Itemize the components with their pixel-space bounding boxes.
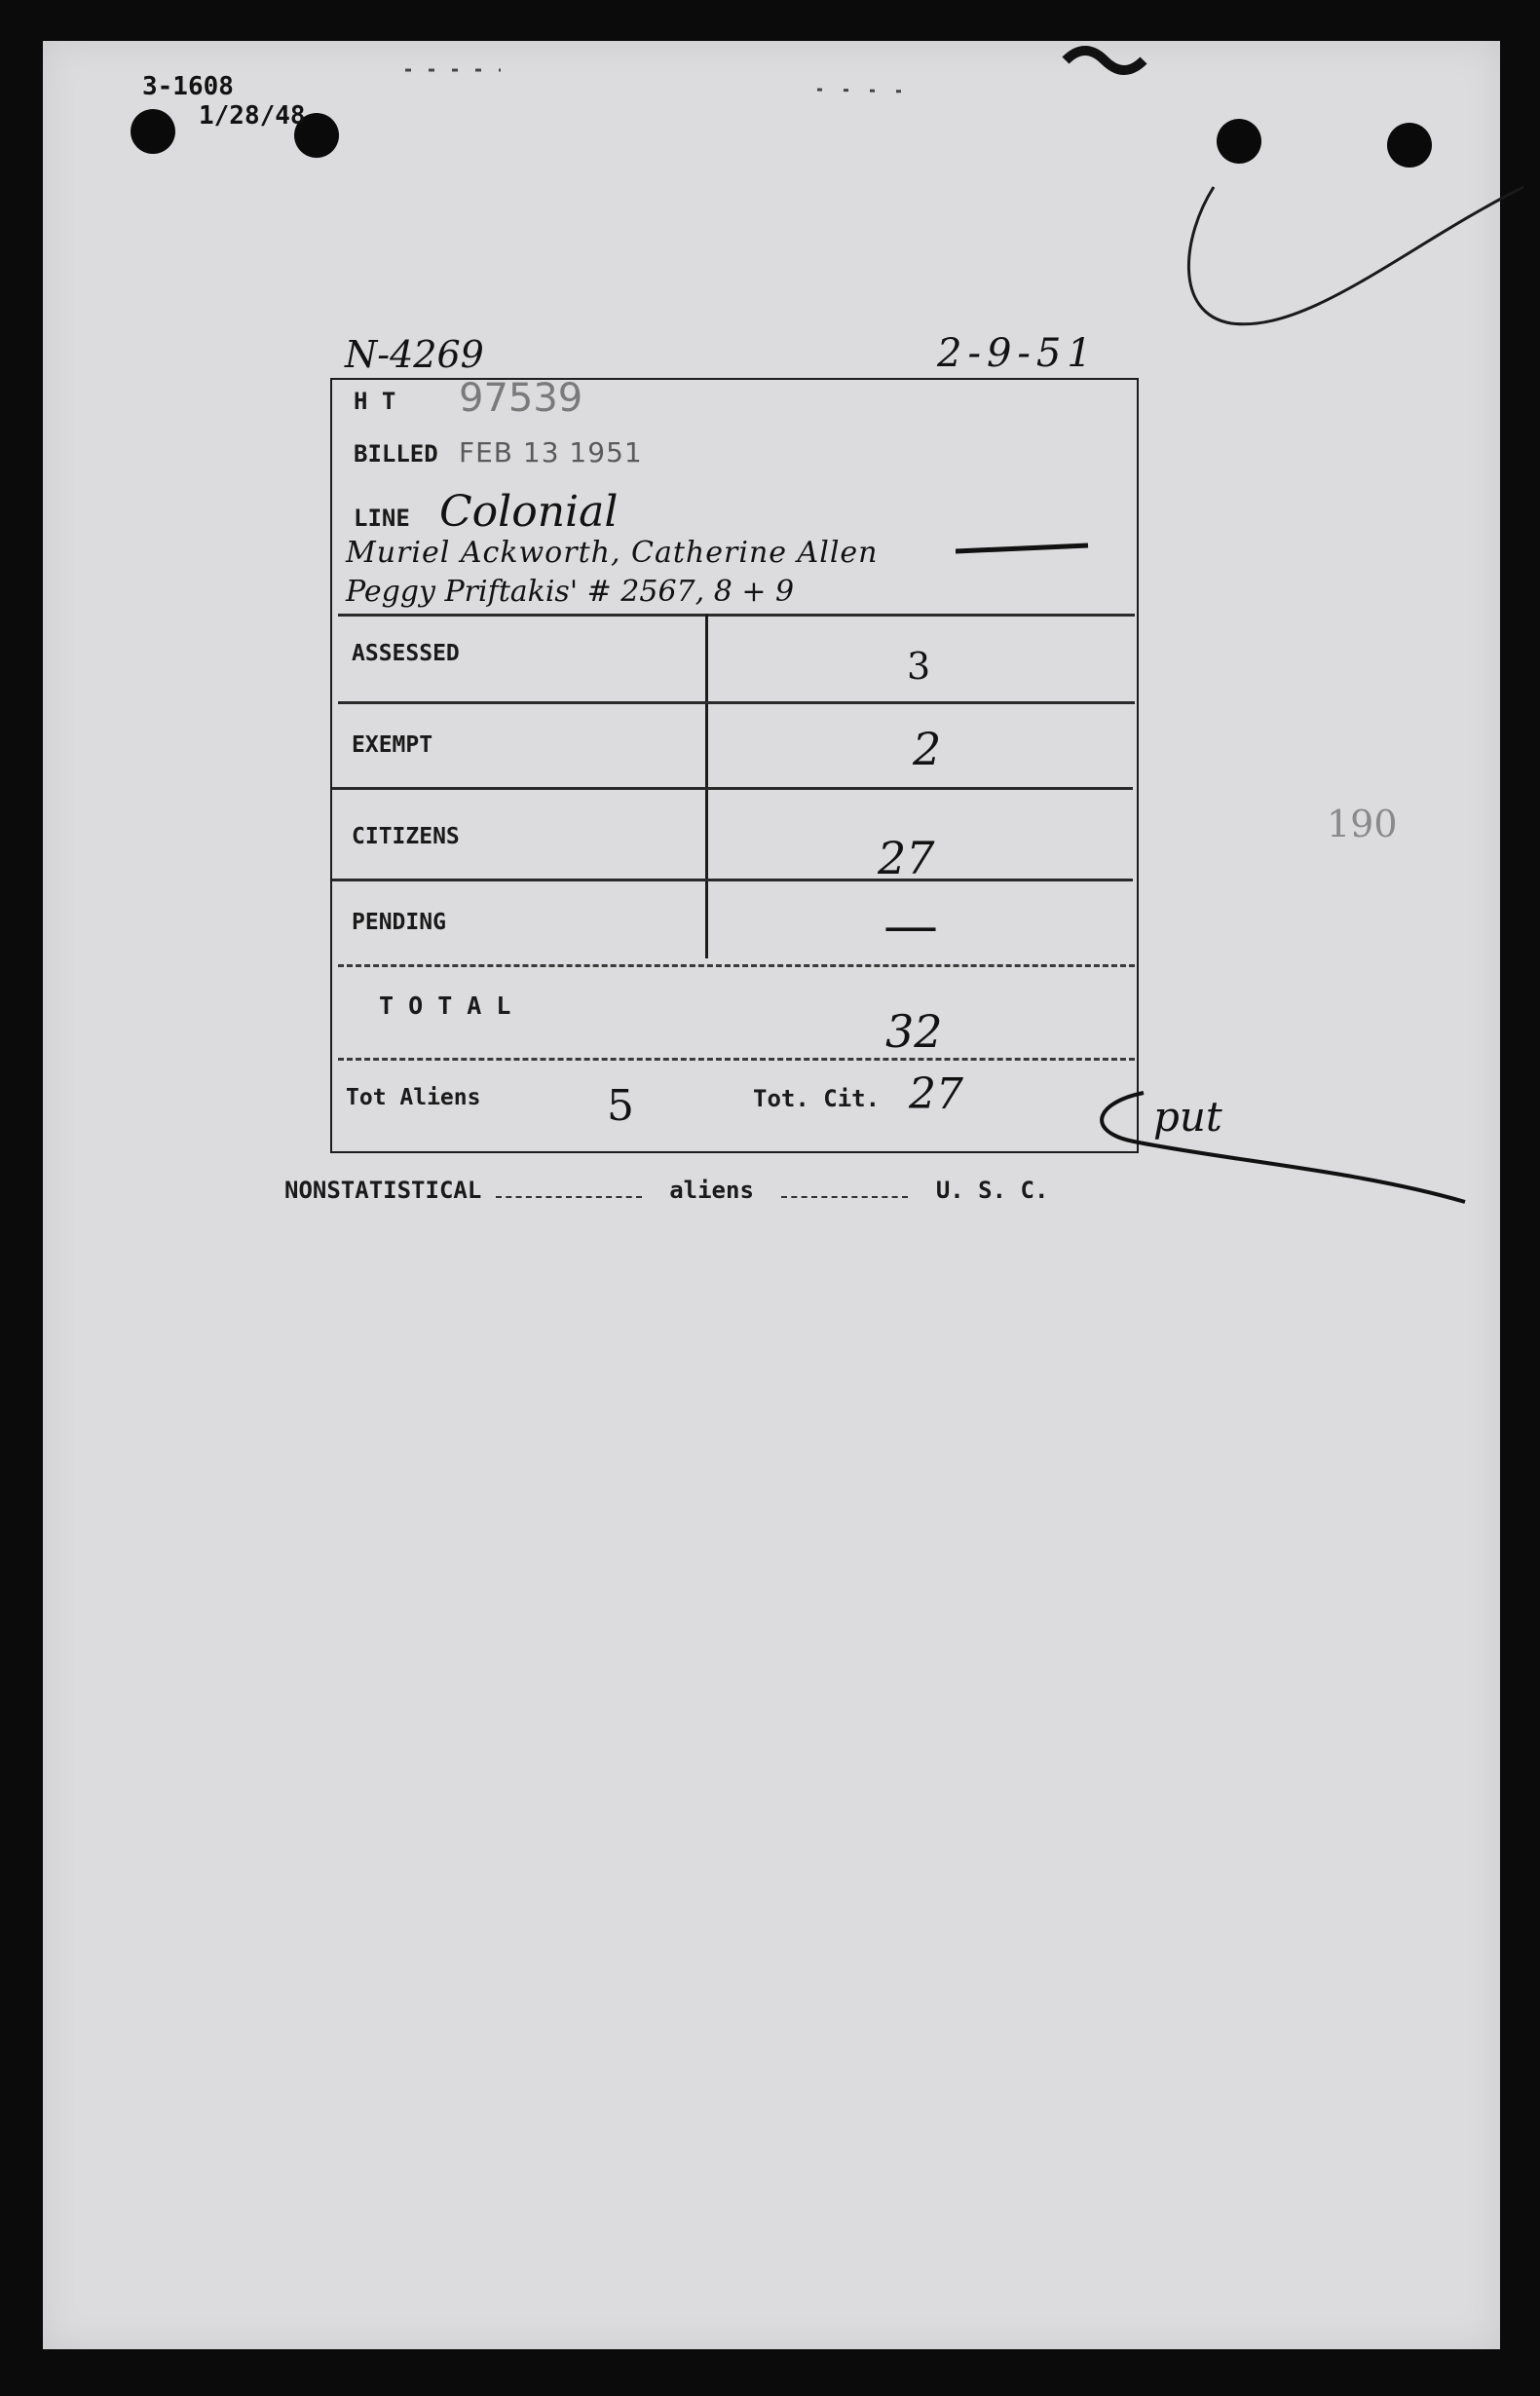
total-value: 32 [885, 1005, 943, 1058]
divider [332, 787, 1133, 790]
arrow-mark-icon [956, 534, 1092, 563]
divider [338, 1058, 1135, 1061]
tot-aliens-label: Tot Aliens [346, 1085, 481, 1110]
exempt-label: EXEMPT [352, 732, 433, 758]
divider [338, 964, 1135, 967]
pending-label: PENDING [352, 910, 446, 935]
document-page [43, 41, 1500, 2349]
billed-label: BILLED [354, 440, 438, 468]
billed-date-stamp: FEB 13 1951 [459, 436, 643, 468]
side-stamp-number: 190 [1327, 803, 1398, 845]
assessed-value: 3 [907, 645, 931, 688]
divider [332, 879, 1133, 881]
pending-value: — [883, 894, 938, 957]
passenger-names-line-1: Muriel Ackworth, Catherine Allen [346, 536, 879, 570]
tot-cit-label: Tot. Cit. [753, 1085, 881, 1112]
ht-number: 97539 [459, 376, 583, 421]
column-divider [705, 614, 708, 958]
line-value: Colonial [439, 487, 619, 537]
footer-line [284, 1177, 1048, 1204]
total-label: T O T A L [379, 992, 511, 1020]
nonstatistical-label: NONSTATISTICAL [284, 1177, 482, 1204]
usc-label: U. S. C. [935, 1177, 1049, 1204]
tot-cit-value: 27 [909, 1069, 963, 1119]
line-label: LINE [354, 505, 410, 532]
header-date: 2-9-51 [937, 331, 1098, 376]
nonstatistical-blank [496, 1196, 642, 1198]
file-number: N-4269 [345, 333, 484, 376]
manifest-card [330, 378, 1139, 1153]
ht-label: H T [354, 388, 396, 415]
form-number: 3-1608 [142, 72, 234, 101]
passenger-names-line-2: Peggy Priftakis' # 2567, 8 + 9 [346, 575, 795, 609]
citizens-value: 27 [878, 832, 935, 884]
inspector-initials: put [1153, 1093, 1222, 1141]
divider [338, 614, 1135, 617]
divider [338, 701, 1135, 704]
exempt-value: 2 [913, 723, 942, 775]
check-mark-icon [1163, 177, 1533, 411]
initials-swoosh [1085, 1083, 1475, 1219]
tot-aliens-value: 5 [607, 1081, 634, 1131]
aliens-label: aliens [669, 1177, 754, 1204]
citizens-label: CITIZENS [352, 824, 460, 849]
form-date: 1/28/48 [199, 101, 306, 131]
aliens-blank [781, 1196, 908, 1198]
assessed-label: ASSESSED [352, 641, 460, 666]
